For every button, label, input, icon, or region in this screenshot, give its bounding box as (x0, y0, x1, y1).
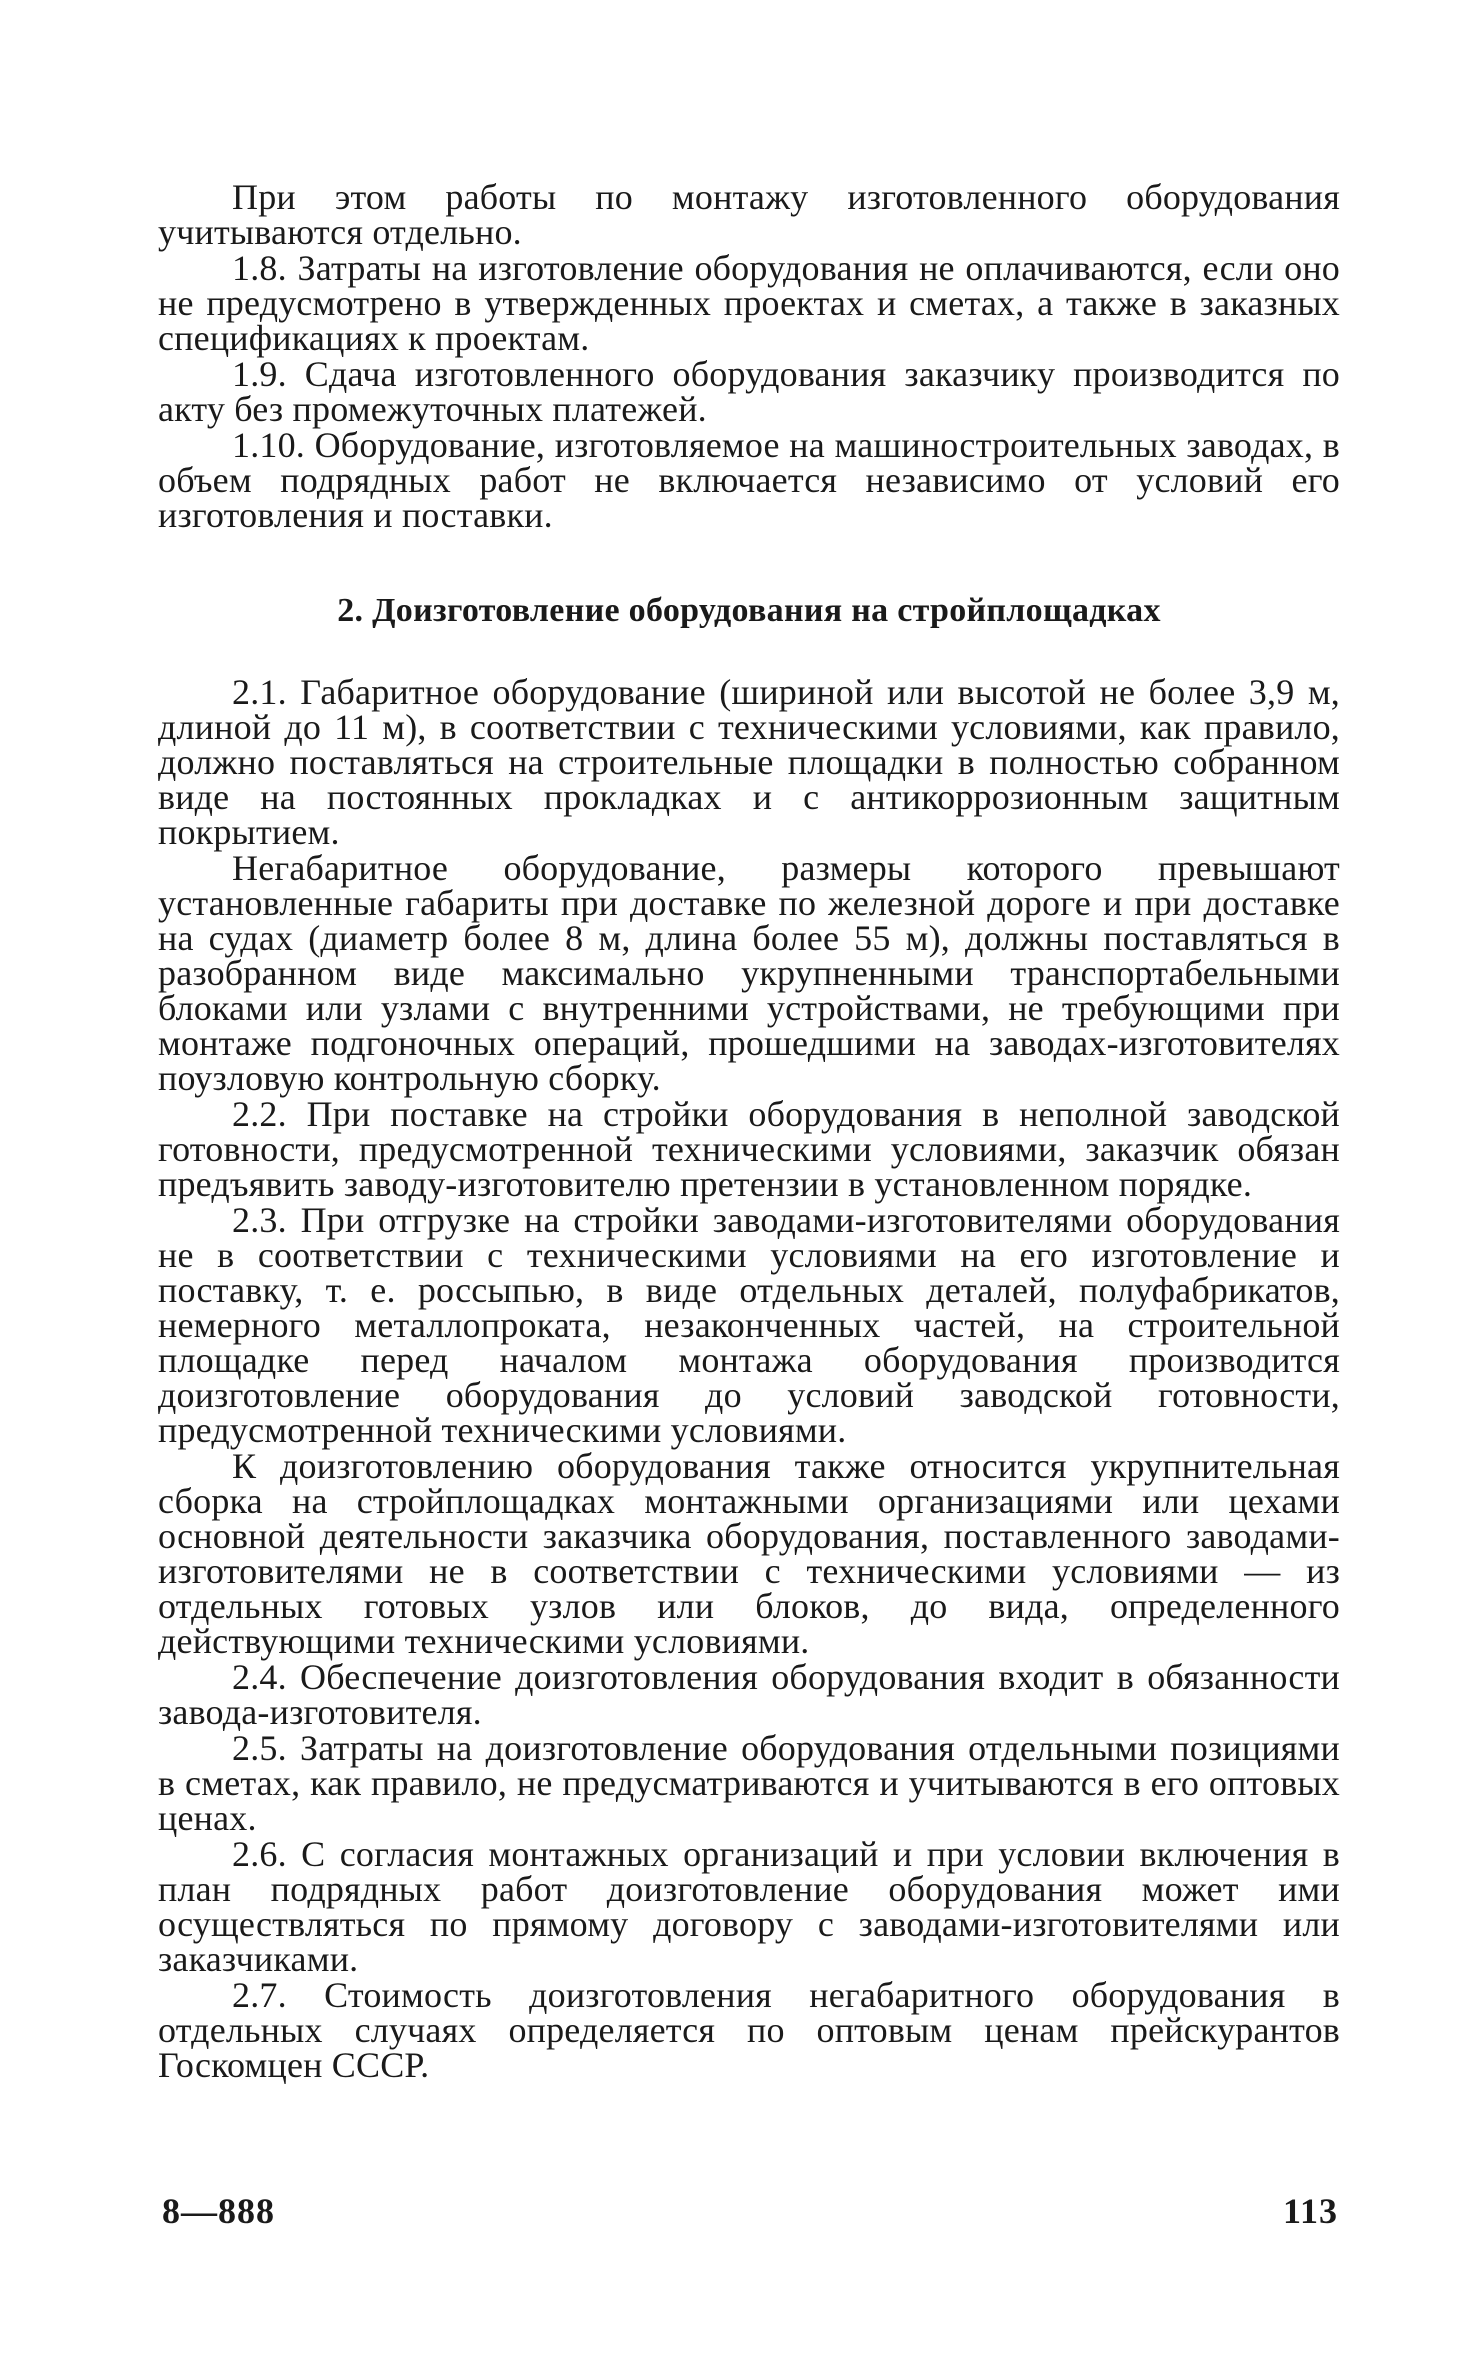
paragraph-2-4: 2.4. Обеспечение доизготовления оборудования входит в обязанности завода-изготовителя. (158, 1657, 1340, 1732)
page-number: 113 (1282, 2191, 1338, 2231)
paragraph-2-2: 2.2. При поставке на стройки оборудования в неполной заводской готовности, предусмотренной техническими условиями, заказчик обязан предъявить заводу-изготовителю претензии в установленном порядке. (158, 1094, 1340, 1204)
paragraph-2-3: 2.3. При отгрузке на стройки заводами-изготовителями оборудования не в соответствии с техническими условиями на его изготовление и поставку, т. е. россыпью, в виде отдельных деталей, полуфабрикатов, немерного металлопроката, незаконченных частей, на строительной площадке перед началом монтажа оборудования производится доизготовление оборудования до условий заводской готовности, предусмотренной техническими условиями. (158, 1200, 1340, 1450)
paragraph-1-8: 1.8. Затраты на изготовление оборудования не оплачиваются, если оно не предусмотрено в утвержденных проектах и сметах, а также в заказных спецификациях к проектам. (158, 248, 1340, 358)
page-footer (162, 2190, 1338, 2232)
section-heading: 2. Доизготовление оборудования на стройплощадках (337, 592, 1161, 629)
paragraph-top-1: При этом работы по монтажу изготовленного оборудования учитываются отдельно. (158, 177, 1340, 252)
printer-signature: 8—888 (162, 2191, 275, 2231)
document-page (158, 177, 1340, 2085)
paragraph-2-7: 2.7. Стоимость доизготовления негабаритного оборудования в отдельных случаях определяется по оптовым ценам прейскурантов Госкомцен СССР. (158, 1975, 1340, 2085)
paragraph-oversized-equipment: Негабаритное оборудование, размеры которого превышают установленные габариты при доставке по железной дороге и при доставке на судах (диаметр более 8 м, длина более 55 м), должны поставляться в разобранном виде максимально укрупненными транспортабельными блоками или узлами с внутренними устройствами, не требующими при монтаже подгоночных операций, прошедшими на заводах-изготовителях поузловую контрольную сборку. (158, 848, 1340, 1098)
paragraph-1-10: 1.10. Оборудование, изготовляемое на машиностроительных заводах, в объем подрядных работ не включается независимо от условий его изготовления и поставки. (158, 425, 1340, 535)
paragraph-enlargement-assembly: К доизготовлению оборудования также относится укрупнительная сборка на стройплощадках монтажными организациями или цехами основной деятельности заказчика оборудования, поставленного заводами-изготовителями не в соответствии с техническими условиями — из отдельных готовых узлов или блоков, до вида, определенного действующими техническими условиями. (158, 1446, 1340, 1661)
paragraph-1-9: 1.9. Сдача изготовленного оборудования заказчику производится по акту без промежуточных платежей. (158, 354, 1340, 429)
paragraph-2-6: 2.6. С согласия монтажных организаций и при условии включения в план подрядных работ доизготовление оборудования может ими осуществляться по прямому договору с заводами-изготовителями или заказчиками. (158, 1834, 1340, 1979)
paragraph-2-5: 2.5. Затраты на доизготовление оборудования отдельными позициями в сметах, как правило, не предусматриваются и учитываются в его оптовых ценах. (158, 1728, 1340, 1838)
paragraph-2-1: 2.1. Габаритное оборудование (шириной или высотой не более 3,9 м, длиной до 11 м), в соответствии с техническими условиями, как правило, должно поставляться на строительные площадки в полностью собранном виде на постоянных прокладках и с антикоррозионным защитным покрытием. (158, 672, 1340, 852)
